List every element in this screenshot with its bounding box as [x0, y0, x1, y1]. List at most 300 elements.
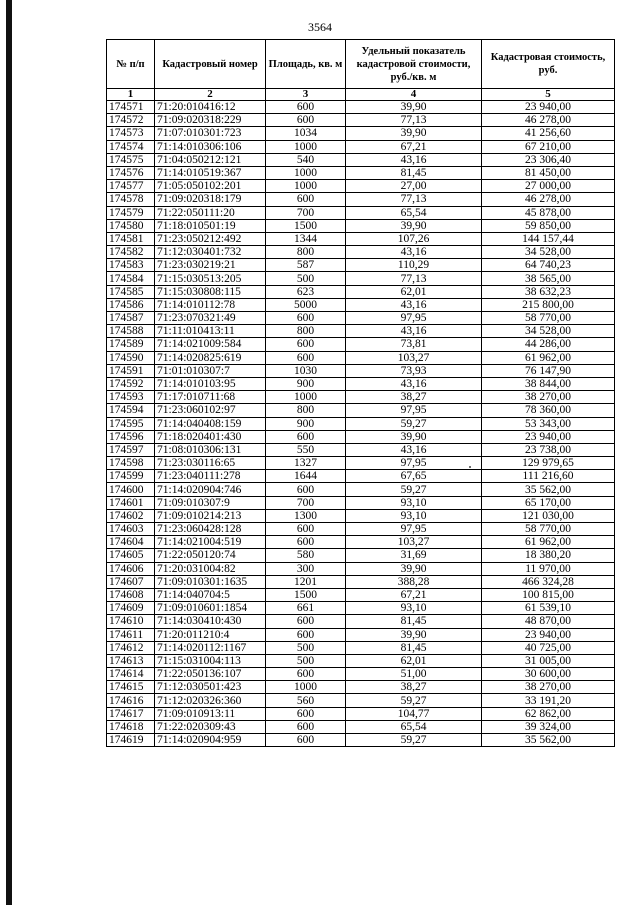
row-number-cell: 174610: [107, 615, 155, 628]
cadastral-number-cell: 71:09:010601:1854: [155, 602, 266, 615]
table-row: [107, 206, 615, 219]
area-cell: 900: [266, 377, 346, 390]
table-row: [107, 496, 615, 509]
table-row: [107, 734, 615, 747]
table-row: [107, 483, 615, 496]
cadastral-number-cell: 71:23:070321:49: [155, 312, 266, 325]
specific-value-cell: 43,16: [346, 377, 482, 390]
scan-edge-bar: [6, 0, 12, 905]
cadastral-cost-cell: 58 770,00: [482, 312, 615, 325]
table-row: [107, 180, 615, 193]
row-number-cell: 174619: [107, 734, 155, 747]
row-number-cell: 174578: [107, 193, 155, 206]
table-row: [107, 127, 615, 140]
cadastral-number-cell: 71:04:050212:121: [155, 153, 266, 166]
specific-value-cell: 388,28: [346, 575, 482, 588]
area-cell: 600: [266, 312, 346, 325]
table-row: [107, 641, 615, 654]
table-row: [107, 246, 615, 259]
area-cell: 600: [266, 536, 346, 549]
area-cell: 1500: [266, 588, 346, 601]
table-row: [107, 312, 615, 325]
specific-value-cell: 39,90: [346, 430, 482, 443]
specific-value-cell: 110,29: [346, 259, 482, 272]
specific-value-cell: 103,27: [346, 351, 482, 364]
table-row: [107, 232, 615, 245]
area-cell: 300: [266, 562, 346, 575]
cadastral-cost-cell: 34 528,00: [482, 246, 615, 259]
specific-value-cell: 73,93: [346, 364, 482, 377]
specific-value-cell: 39,90: [346, 127, 482, 140]
cadastral-value-table: [106, 39, 615, 747]
cadastral-number-cell: 71:09:010913:11: [155, 707, 266, 720]
column-number-1: 1: [107, 89, 155, 101]
cadastral-cost-cell: 41 256,60: [482, 127, 615, 140]
cadastral-cost-cell: 27 000,00: [482, 180, 615, 193]
table-row: [107, 602, 615, 615]
column-number-2: 2: [155, 89, 266, 101]
row-number-cell: 174605: [107, 549, 155, 562]
cadastral-cost-cell: 67 210,00: [482, 140, 615, 153]
area-cell: 800: [266, 246, 346, 259]
specific-value-cell: 93,10: [346, 509, 482, 522]
row-number-cell: 174598: [107, 457, 155, 470]
row-number-cell: 174611: [107, 628, 155, 641]
cadastral-number-cell: 71:14:040704:5: [155, 588, 266, 601]
row-number-cell: 174573: [107, 127, 155, 140]
table-row: [107, 443, 615, 456]
row-number-cell: 174591: [107, 364, 155, 377]
cadastral-number-cell: 71:18:020401:430: [155, 430, 266, 443]
row-number-cell: 174618: [107, 720, 155, 733]
area-cell: 1644: [266, 470, 346, 483]
area-cell: 600: [266, 483, 346, 496]
specific-value-cell: 43,16: [346, 298, 482, 311]
specific-value-cell: 93,10: [346, 602, 482, 615]
area-cell: 600: [266, 707, 346, 720]
cadastral-cost-cell: 62 862,00: [482, 707, 615, 720]
cadastral-cost-cell: 61 962,00: [482, 536, 615, 549]
specific-value-cell: 77,13: [346, 114, 482, 127]
table-row: [107, 707, 615, 720]
area-cell: 1000: [266, 681, 346, 694]
area-cell: 560: [266, 694, 346, 707]
specific-value-cell: 43,16: [346, 325, 482, 338]
area-cell: 580: [266, 549, 346, 562]
cadastral-number-cell: 71:14:020112:1167: [155, 641, 266, 654]
specific-value-cell: 38,27: [346, 681, 482, 694]
cadastral-cost-cell: 58 770,00: [482, 523, 615, 536]
cadastral-cost-cell: 64 740,23: [482, 259, 615, 272]
cadastral-number-cell: 71:23:050212:492: [155, 232, 266, 245]
row-number-cell: 174602: [107, 509, 155, 522]
row-number-cell: 174587: [107, 312, 155, 325]
cadastral-number-cell: 71:12:020326:360: [155, 694, 266, 707]
area-cell: 1300: [266, 509, 346, 522]
cadastral-number-cell: 71:11:010413:11: [155, 325, 266, 338]
area-cell: 600: [266, 338, 346, 351]
specific-value-cell: 43,16: [346, 153, 482, 166]
row-number-cell: 174586: [107, 298, 155, 311]
cadastral-cost-cell: 33 191,20: [482, 694, 615, 707]
cadastral-cost-cell: 23 940,00: [482, 101, 615, 114]
cadastral-cost-cell: 78 360,00: [482, 404, 615, 417]
cadastral-cost-cell: 61 962,00: [482, 351, 615, 364]
cadastral-cost-cell: 129 979,65: [482, 457, 615, 470]
cadastral-number-cell: 71:14:021004:519: [155, 536, 266, 549]
specific-value-cell: 59,27: [346, 417, 482, 430]
row-number-cell: 174592: [107, 377, 155, 390]
cadastral-number-cell: 71:01:010307:7: [155, 364, 266, 377]
cadastral-number-cell: 71:23:030219:21: [155, 259, 266, 272]
cadastral-number-cell: 71:14:010112:78: [155, 298, 266, 311]
table-row: [107, 153, 615, 166]
area-cell: 1327: [266, 457, 346, 470]
table-row: [107, 285, 615, 298]
area-cell: 1201: [266, 575, 346, 588]
table-row: [107, 351, 615, 364]
area-cell: 600: [266, 615, 346, 628]
row-number-cell: 174604: [107, 536, 155, 549]
specific-value-cell: 62,01: [346, 654, 482, 667]
cadastral-number-cell: 71:14:040408:159: [155, 417, 266, 430]
row-number-cell: 174594: [107, 404, 155, 417]
row-number-cell: 174572: [107, 114, 155, 127]
table-row: [107, 338, 615, 351]
cadastral-cost-cell: 215 800,00: [482, 298, 615, 311]
table-row: [107, 259, 615, 272]
header-specific-value: Удельный показатель кадастровой стоимости, руб./кв. м: [346, 40, 482, 89]
cadastral-number-cell: 71:22:020309:43: [155, 720, 266, 733]
cadastral-cost-cell: 18 380,20: [482, 549, 615, 562]
area-cell: 700: [266, 206, 346, 219]
cadastral-number-cell: 71:14:020904:746: [155, 483, 266, 496]
cadastral-cost-cell: 31 005,00: [482, 654, 615, 667]
cadastral-cost-cell: 46 278,00: [482, 114, 615, 127]
row-number-cell: 174613: [107, 654, 155, 667]
specific-value-cell: 43,16: [346, 246, 482, 259]
column-number-4: 4: [346, 89, 482, 101]
area-cell: 587: [266, 259, 346, 272]
table-row: [107, 694, 615, 707]
row-number-cell: 174580: [107, 219, 155, 232]
cadastral-cost-cell: 23 738,00: [482, 443, 615, 456]
table-row: [107, 272, 615, 285]
cadastral-number-cell: 71:08:010306:131: [155, 443, 266, 456]
cadastral-number-cell: 71:15:030513:205: [155, 272, 266, 285]
cadastral-number-cell: 71:20:011210:4: [155, 628, 266, 641]
table-row: [107, 668, 615, 681]
column-number-5: 5: [482, 89, 615, 101]
row-number-cell: 174585: [107, 285, 155, 298]
specific-value-cell: 104,77: [346, 707, 482, 720]
table-row: [107, 298, 615, 311]
specific-value-cell: 97,95: [346, 457, 482, 470]
cadastral-number-cell: 71:14:010519:367: [155, 166, 266, 179]
table-row: [107, 364, 615, 377]
area-cell: 1000: [266, 391, 346, 404]
table-row: [107, 720, 615, 733]
cadastral-number-cell: 71:14:021009:584: [155, 338, 266, 351]
cadastral-cost-cell: 466 324,28: [482, 575, 615, 588]
specific-value-cell: 77,13: [346, 272, 482, 285]
area-cell: 1030: [266, 364, 346, 377]
cadastral-number-cell: 71:09:010307:9: [155, 496, 266, 509]
table-row: [107, 509, 615, 522]
cadastral-number-cell: 71:05:050102:201: [155, 180, 266, 193]
area-cell: 800: [266, 325, 346, 338]
area-cell: 600: [266, 734, 346, 747]
area-cell: 540: [266, 153, 346, 166]
area-cell: 550: [266, 443, 346, 456]
area-cell: 1500: [266, 219, 346, 232]
table-row: [107, 404, 615, 417]
row-number-cell: 174617: [107, 707, 155, 720]
cadastral-cost-cell: 44 286,00: [482, 338, 615, 351]
cadastral-number-cell: 71:14:030410:430: [155, 615, 266, 628]
cadastral-cost-cell: 61 539,10: [482, 602, 615, 615]
cadastral-cost-cell: 144 157,44: [482, 232, 615, 245]
specific-value-cell: 67,21: [346, 140, 482, 153]
cadastral-number-cell: 71:23:040111:278: [155, 470, 266, 483]
row-number-cell: 174584: [107, 272, 155, 285]
cadastral-cost-cell: 23 940,00: [482, 628, 615, 641]
row-number-cell: 174593: [107, 391, 155, 404]
page-number: 3564: [308, 20, 332, 34]
cadastral-cost-cell: 23 940,00: [482, 430, 615, 443]
cadastral-number-cell: 71:18:010501:19: [155, 219, 266, 232]
row-number-cell: 174588: [107, 325, 155, 338]
row-number-cell: 174612: [107, 641, 155, 654]
cadastral-number-cell: 71:17:010711:68: [155, 391, 266, 404]
area-cell: 1000: [266, 140, 346, 153]
area-cell: 600: [266, 114, 346, 127]
row-number-cell: 174599: [107, 470, 155, 483]
header-area: Площадь, кв. м: [266, 40, 346, 89]
cadastral-number-cell: 71:12:030401:732: [155, 246, 266, 259]
cadastral-cost-cell: 11 970,00: [482, 562, 615, 575]
cadastral-cost-cell: 23 306,40: [482, 153, 615, 166]
cadastral-cost-cell: 46 278,00: [482, 193, 615, 206]
specific-value-cell: 93,10: [346, 496, 482, 509]
area-cell: 500: [266, 654, 346, 667]
area-cell: 600: [266, 430, 346, 443]
table-row: [107, 654, 615, 667]
cadastral-cost-cell: 111 216,60: [482, 470, 615, 483]
row-number-cell: 174590: [107, 351, 155, 364]
header-row-number: № п/п: [107, 40, 155, 89]
area-cell: 600: [266, 523, 346, 536]
table-row: [107, 193, 615, 206]
row-number-cell: 174571: [107, 101, 155, 114]
header-cadastral-cost: Кадастровая стоимость, руб.: [482, 40, 615, 89]
cadastral-number-cell: 71:14:010103:95: [155, 377, 266, 390]
scan-speck: [469, 466, 471, 468]
row-number-cell: 174579: [107, 206, 155, 219]
specific-value-cell: 59,27: [346, 734, 482, 747]
cadastral-cost-cell: 100 815,00: [482, 588, 615, 601]
cadastral-number-cell: 71:09:020318:229: [155, 114, 266, 127]
cadastral-number-cell: 71:15:031004:113: [155, 654, 266, 667]
row-number-cell: 174581: [107, 232, 155, 245]
cadastral-number-cell: 71:12:030501:423: [155, 681, 266, 694]
cadastral-number-cell: 71:07:010301:723: [155, 127, 266, 140]
cadastral-cost-cell: 39 324,00: [482, 720, 615, 733]
row-number-cell: 174600: [107, 483, 155, 496]
specific-value-cell: 103,27: [346, 536, 482, 549]
row-number-cell: 174596: [107, 430, 155, 443]
area-cell: 600: [266, 628, 346, 641]
cadastral-number-cell: 71:22:050136:107: [155, 668, 266, 681]
row-number-cell: 174609: [107, 602, 155, 615]
area-cell: 1344: [266, 232, 346, 245]
table-row: [107, 114, 615, 127]
table-row: [107, 219, 615, 232]
area-cell: 500: [266, 641, 346, 654]
cadastral-number-cell: 71:22:050120:74: [155, 549, 266, 562]
table-row: [107, 615, 615, 628]
cadastral-number-cell: 71:09:020318:179: [155, 193, 266, 206]
cadastral-number-cell: 71:23:060428:128: [155, 523, 266, 536]
row-number-cell: 174577: [107, 180, 155, 193]
cadastral-cost-cell: 40 725,00: [482, 641, 615, 654]
cadastral-number-cell: 71:14:010306:106: [155, 140, 266, 153]
header-cadastral-number: Кадастровый номер: [155, 40, 266, 89]
specific-value-cell: 77,13: [346, 193, 482, 206]
cadastral-number-cell: 71:09:010214:213: [155, 509, 266, 522]
cadastral-cost-cell: 30 600,00: [482, 668, 615, 681]
area-cell: 1000: [266, 180, 346, 193]
table-row: [107, 549, 615, 562]
area-cell: 600: [266, 351, 346, 364]
table-row: [107, 588, 615, 601]
area-cell: 5000: [266, 298, 346, 311]
cadastral-cost-cell: 38 632,23: [482, 285, 615, 298]
table-row: [107, 457, 615, 470]
specific-value-cell: 62,01: [346, 285, 482, 298]
row-number-cell: 174589: [107, 338, 155, 351]
specific-value-cell: 107,26: [346, 232, 482, 245]
area-cell: 600: [266, 720, 346, 733]
cadastral-number-cell: 71:23:030116:65: [155, 457, 266, 470]
specific-value-cell: 38,27: [346, 391, 482, 404]
cadastral-cost-cell: 34 528,00: [482, 325, 615, 338]
specific-value-cell: 43,16: [346, 443, 482, 456]
specific-value-cell: 81,45: [346, 615, 482, 628]
row-number-cell: 174614: [107, 668, 155, 681]
table-body: [107, 101, 615, 747]
row-number-cell: 174603: [107, 523, 155, 536]
specific-value-cell: 39,90: [346, 628, 482, 641]
cadastral-number-cell: 71:15:030808:115: [155, 285, 266, 298]
specific-value-cell: 97,95: [346, 404, 482, 417]
area-cell: 1000: [266, 166, 346, 179]
cadastral-cost-cell: 53 343,00: [482, 417, 615, 430]
cadastral-number-cell: 71:09:010301:1635: [155, 575, 266, 588]
specific-value-cell: 97,95: [346, 523, 482, 536]
cadastral-cost-cell: 81 450,00: [482, 166, 615, 179]
specific-value-cell: 27,00: [346, 180, 482, 193]
specific-value-cell: 31,69: [346, 549, 482, 562]
cadastral-number-cell: 71:20:010416:12: [155, 101, 266, 114]
row-number-cell: 174574: [107, 140, 155, 153]
table-row: [107, 470, 615, 483]
table-row: [107, 391, 615, 404]
row-number-cell: 174615: [107, 681, 155, 694]
cadastral-number-cell: 71:14:020904:959: [155, 734, 266, 747]
table-row: [107, 417, 615, 430]
row-number-cell: 174576: [107, 166, 155, 179]
cadastral-cost-cell: 121 030,00: [482, 509, 615, 522]
cadastral-number-cell: 71:20:031004:82: [155, 562, 266, 575]
specific-value-cell: 81,45: [346, 641, 482, 654]
table-row: [107, 430, 615, 443]
specific-value-cell: 73,81: [346, 338, 482, 351]
area-cell: 600: [266, 101, 346, 114]
row-number-cell: 174595: [107, 417, 155, 430]
table-row: [107, 325, 615, 338]
row-number-cell: 174608: [107, 588, 155, 601]
row-number-cell: 174606: [107, 562, 155, 575]
specific-value-cell: 97,95: [346, 312, 482, 325]
area-cell: 700: [266, 496, 346, 509]
area-cell: 600: [266, 193, 346, 206]
cadastral-cost-cell: 45 878,00: [482, 206, 615, 219]
area-cell: 1034: [266, 127, 346, 140]
table-row: [107, 628, 615, 641]
row-number-cell: 174597: [107, 443, 155, 456]
area-cell: 800: [266, 404, 346, 417]
cadastral-cost-cell: 76 147,90: [482, 364, 615, 377]
specific-value-cell: 59,27: [346, 483, 482, 496]
row-number-cell: 174583: [107, 259, 155, 272]
cadastral-cost-cell: 38 844,00: [482, 377, 615, 390]
cadastral-cost-cell: 65 170,00: [482, 496, 615, 509]
specific-value-cell: 65,54: [346, 206, 482, 219]
specific-value-cell: 51,00: [346, 668, 482, 681]
table-row: [107, 166, 615, 179]
specific-value-cell: 39,90: [346, 562, 482, 575]
table-column-numbers-row: [107, 89, 615, 101]
cadastral-number-cell: 71:22:050111:20: [155, 206, 266, 219]
cadastral-cost-cell: 48 870,00: [482, 615, 615, 628]
specific-value-cell: 81,45: [346, 166, 482, 179]
table-row: [107, 562, 615, 575]
cadastral-number-cell: 71:14:020825:619: [155, 351, 266, 364]
row-number-cell: 174607: [107, 575, 155, 588]
table-row: [107, 681, 615, 694]
cadastral-cost-cell: 59 850,00: [482, 219, 615, 232]
table-row: [107, 575, 615, 588]
table-row: [107, 140, 615, 153]
row-number-cell: 174616: [107, 694, 155, 707]
area-cell: 661: [266, 602, 346, 615]
row-number-cell: 174601: [107, 496, 155, 509]
specific-value-cell: 59,27: [346, 694, 482, 707]
table-row: [107, 101, 615, 114]
table-row: [107, 377, 615, 390]
cadastral-number-cell: 71:23:060102:97: [155, 404, 266, 417]
specific-value-cell: 39,90: [346, 219, 482, 232]
area-cell: 600: [266, 668, 346, 681]
cadastral-cost-cell: 38 565,00: [482, 272, 615, 285]
table-row: [107, 536, 615, 549]
table-row: [107, 523, 615, 536]
specific-value-cell: 67,65: [346, 470, 482, 483]
specific-value-cell: 67,21: [346, 588, 482, 601]
cadastral-cost-cell: 38 270,00: [482, 681, 615, 694]
table-header-row: [107, 40, 615, 89]
